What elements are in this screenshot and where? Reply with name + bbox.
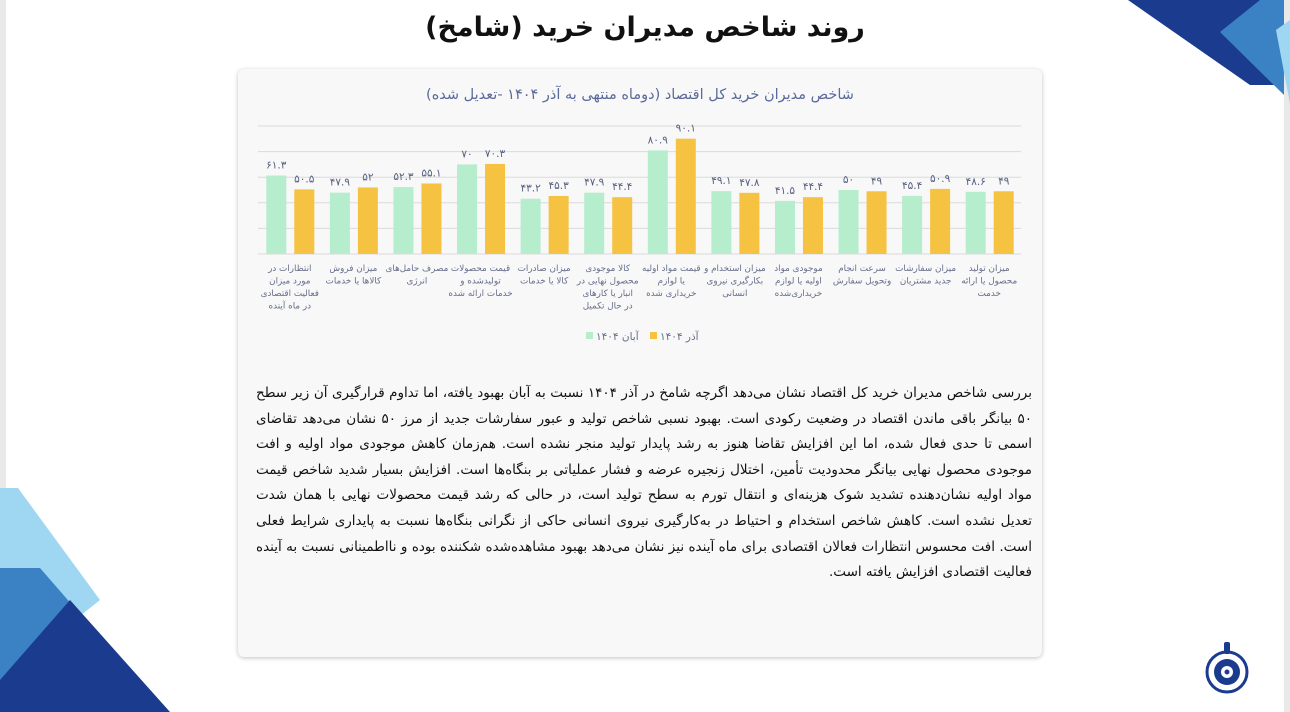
category-label: محصول یا ارائه bbox=[961, 276, 1018, 287]
category-label: انرژی bbox=[406, 276, 428, 287]
category-label: میزان تولید bbox=[968, 264, 1010, 274]
bottom-left-decoration bbox=[0, 480, 190, 712]
value-label: ۴۷.۹ bbox=[584, 176, 605, 189]
value-labels bbox=[266, 123, 1010, 197]
value-label: ۵۵.۱ bbox=[421, 167, 442, 180]
value-label: ۴۱.۵ bbox=[774, 184, 796, 197]
value-label: ۴۵.۴ bbox=[901, 179, 923, 192]
category-label: جدید مشتریان bbox=[899, 276, 952, 287]
legend-label: آذر ۱۴۰۴ bbox=[660, 331, 699, 343]
bar-azar bbox=[676, 139, 696, 254]
pmi-bar-chart bbox=[238, 69, 1042, 359]
category-label: میزان صادرات bbox=[517, 264, 571, 274]
category-label: کالا موجودی bbox=[585, 264, 631, 274]
bar-azar bbox=[612, 197, 632, 254]
value-label: ۴۹ bbox=[998, 175, 1010, 188]
value-label: ۵۲.۳ bbox=[393, 171, 414, 184]
chart-title: شاخص مدیران خرید کل اقتصاد (دوماه منتهی به آذر ۱۴۰۴ -تعدیل شده) bbox=[426, 87, 854, 103]
value-label: ۵۰ bbox=[842, 174, 855, 186]
category-label: خریداری شده bbox=[646, 289, 697, 299]
bar-azar bbox=[930, 189, 950, 254]
value-label: ۷۰ bbox=[461, 148, 473, 161]
bar-aban bbox=[648, 150, 668, 254]
category-label: مورد میزان bbox=[269, 276, 311, 287]
value-label: ۴۴.۴ bbox=[802, 181, 824, 194]
category-label: یا لوازم bbox=[657, 276, 685, 287]
category-label: کالا یا خدمات bbox=[519, 276, 569, 287]
value-label: ۹۰.۱ bbox=[675, 122, 696, 135]
category-label: در ماه آینده bbox=[268, 301, 312, 312]
bar-aban bbox=[966, 192, 986, 254]
legend bbox=[586, 330, 700, 343]
value-label: ۴۷.۸ bbox=[739, 176, 760, 189]
category-label: فعالیت اقتصادی bbox=[260, 289, 319, 299]
bar-aban bbox=[457, 164, 477, 254]
category-label: میزان سفارشات bbox=[895, 264, 957, 274]
category-label: قیمت محصولات bbox=[450, 264, 511, 274]
bar-azar bbox=[358, 187, 378, 254]
category-label: انتظارات در bbox=[268, 264, 312, 274]
category-label: وتحویل سفارش bbox=[832, 276, 892, 287]
bar-aban bbox=[711, 191, 731, 254]
category-label: محصول نهایی در bbox=[576, 276, 639, 287]
legend-swatch bbox=[650, 332, 657, 339]
value-label: ۵۰.۵ bbox=[294, 173, 315, 186]
bar-azar bbox=[803, 197, 823, 254]
category-label: خریداری‌شده bbox=[774, 289, 823, 299]
category-label: اولیه یا لوازم bbox=[775, 276, 822, 287]
analysis-paragraph: بررسی شاخص مدیران خرید کل اقتصاد نشان می‌دهد اگرچه شامخ در آذر ۱۴۰۴ نسبت به آبان بهبود یافته، اما تداوم قرارگیری آن زیر سطح ۵۰ بیانگر باقی ماندن اقتصاد در وضعیت رکودی است. بهبود نسبی شاخص تولید و عبور سفارشات جدید از مرز ۵۰ نشان می‌دهد تقاضای اسمی تا حدی فعال شده، اما این افزایش تقاضا هنوز به رشد پایدار تولید منجر نشده است. هم‌زمان کاهش موجودی مواد اولیه و افت موجودی محصول نهایی بیانگر محدودیت تأمین، اختلال زنجیره عرضه و فشار عملیاتی بر بنگاه‌ها است. افزایش بسیار شدید شاخص قیمت مواد اولیه نشان‌دهنده تشدید شوک هزینه‌ای و انتقال تورم به سطح تولید است، در حالی که رشد قیمت محصولات نهایی با همان شدت تعدیل نشده است. کاهش شاخص استخدام و احتیاط در به‌کارگیری نیروی انسانی حاکی از نگرانی بنگاه‌ها نسبت به پایداری شرایط فعلی است. افت محسوس انتظارات فعالان اقتصادی برای ماه آینده نیز نشان می‌دهد بهبود مشاهده‌شده شکننده بوده و نااطمینانی نسبت به آینده فعالیت اقتصادی افزایش یافته است. bbox=[256, 385, 1032, 581]
value-label: ۴۴.۴ bbox=[612, 181, 633, 194]
category-label: قیمت مواد اولیه bbox=[642, 264, 701, 274]
value-label: ۸۰.۹ bbox=[647, 134, 668, 147]
value-label: ۷۰.۳ bbox=[484, 148, 506, 161]
value-label: ۴۸.۶ bbox=[965, 175, 986, 188]
bars bbox=[266, 139, 1013, 254]
category-label: انسانی bbox=[722, 289, 748, 299]
category-label: میزان فروش bbox=[329, 264, 378, 274]
value-label: ۵۲ bbox=[362, 171, 374, 184]
value-label: ۵۰.۹ bbox=[929, 172, 951, 185]
bar-aban bbox=[902, 196, 922, 254]
bar-azar bbox=[994, 191, 1014, 254]
legend-label: آبان ۱۴۰۴ bbox=[596, 331, 639, 343]
category-label: موجودی مواد bbox=[774, 264, 823, 274]
category-label: بکارگیری نیروی bbox=[706, 276, 764, 287]
value-label: ۴۷.۹ bbox=[329, 176, 351, 189]
bar-aban bbox=[584, 193, 604, 254]
category-labels bbox=[261, 264, 1018, 312]
bar-aban bbox=[521, 199, 541, 254]
category-label: تولیدشده و bbox=[460, 276, 501, 287]
bar-azar bbox=[294, 189, 314, 254]
value-label: ۴۵.۳ bbox=[548, 180, 569, 193]
category-label: مصرف حامل‌های bbox=[385, 264, 449, 274]
bar-aban bbox=[775, 201, 795, 254]
bar-azar bbox=[485, 164, 505, 254]
bar-aban bbox=[266, 176, 286, 254]
shamakh-logo-icon bbox=[1204, 640, 1250, 696]
category-label: کالاها یا خدمات bbox=[325, 276, 382, 287]
bar-azar bbox=[421, 183, 441, 254]
value-label: ۴۳.۲ bbox=[520, 182, 541, 195]
value-label: ۴۹ bbox=[870, 175, 883, 188]
category-label: در حال تکمیل bbox=[582, 301, 633, 312]
category-label: خدمات ارائه شده bbox=[448, 289, 513, 299]
legend-swatch bbox=[586, 332, 593, 339]
category-label: خدمت bbox=[977, 289, 1001, 299]
bar-aban bbox=[393, 187, 413, 254]
category-label: سرعت انجام bbox=[838, 264, 886, 274]
value-label: ۴۹.۱ bbox=[711, 175, 732, 188]
page-title: روند شاخص مدیران خرید (شامخ) bbox=[425, 12, 865, 43]
bar-aban bbox=[330, 193, 350, 254]
chart-card bbox=[238, 69, 1042, 657]
category-label: انبار یا کارهای bbox=[582, 289, 633, 299]
bar-aban bbox=[839, 190, 859, 254]
bar-azar bbox=[739, 193, 759, 254]
category-label: میزان استخدام و bbox=[704, 264, 766, 274]
value-label: ۶۱.۳ bbox=[266, 159, 287, 172]
bar-azar bbox=[867, 191, 887, 254]
bar-azar bbox=[549, 196, 569, 254]
